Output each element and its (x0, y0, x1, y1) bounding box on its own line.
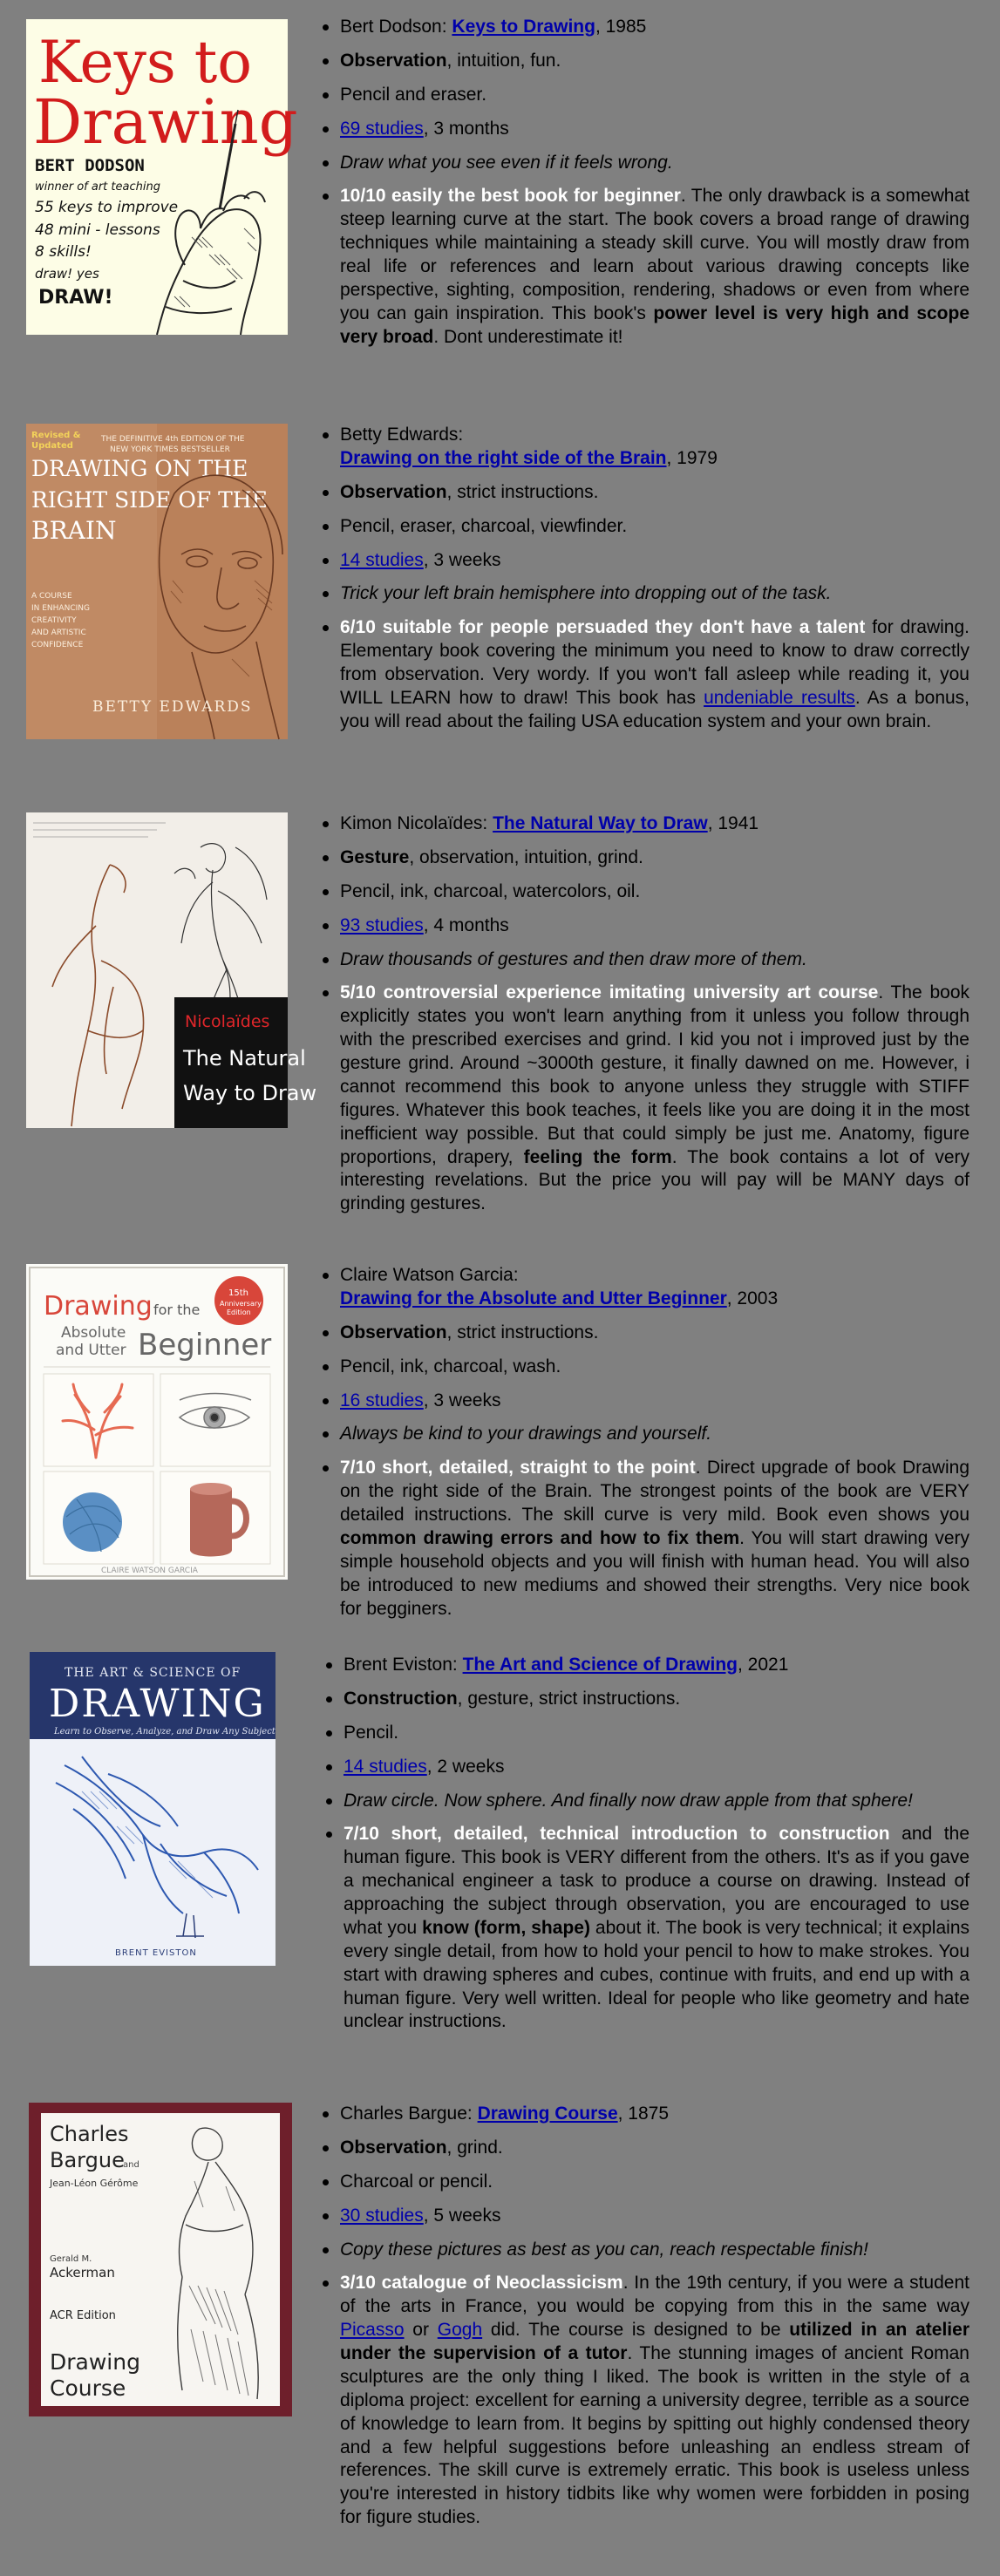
review-emphasis: know (form, shape) (422, 1917, 590, 1938)
focus-rest: , intuition, fun. (446, 50, 561, 71)
svg-text:CONFIDENCE: CONFIDENCE (31, 641, 84, 649)
book-info-keys-to-drawing (321, 16, 969, 360)
main-focus: Construction (344, 1688, 458, 1709)
review-text: . The only drawback is a somewhat steep learning curve at the start. The book covers a broad range of drawing techniques while maintaining a steady skill curve. You will mostly draw from real life or references and learn about various drawing concepts like perspective, sighting, composition, rendering, shadows or even from where you can gain inspiration. This book's (340, 186, 969, 323)
studies-link[interactable]: 30 studies (340, 2205, 424, 2226)
book-quote: Always be kind to your drawings and yourself. (321, 1423, 969, 1446)
svg-text:Course: Course (50, 2375, 126, 2401)
author-name: Charles Bargue: (340, 2104, 478, 2124)
studies-link[interactable]: 69 studies (340, 118, 424, 139)
book-studies (321, 914, 969, 938)
publication-year: , 1941 (707, 813, 759, 833)
svg-text:The Natural: The Natural (183, 1046, 306, 1071)
book-focus (321, 846, 969, 870)
main-focus: Observation (340, 481, 447, 502)
svg-text:BERT DODSON: BERT DODSON (35, 156, 145, 175)
publication-year: , 1979 (666, 447, 718, 468)
review-verdict: 7/10 short, detailed, technical introduction to construction (344, 1824, 890, 1845)
book-review (321, 982, 969, 1216)
book-cover-absolute-beginner (26, 1264, 288, 1580)
book-quote: Trick your left brain hemisphere into dropping out of the task. (321, 582, 969, 606)
book-title-link[interactable]: Drawing for the Absolute and Utter Beginner (340, 1288, 727, 1308)
book-title-link[interactable]: The Art and Science of Drawing (462, 1655, 738, 1675)
author-name: Betty Edwards: (340, 425, 464, 445)
review-text-end: . As a bonus, you will read about the failing USA education system and your own brain. (340, 687, 970, 731)
book-focus (321, 50, 969, 73)
book-tools: Pencil, ink, charcoal, watercolors, oil. (321, 880, 969, 904)
svg-text:Drawing: Drawing (33, 86, 298, 158)
studies-link[interactable]: 16 studies (340, 1390, 424, 1410)
study-duration: , 2 weeks (426, 1756, 505, 1777)
gogh-link[interactable]: Gogh (437, 2320, 483, 2341)
book-studies (321, 2205, 969, 2228)
book-title-link[interactable]: Keys to Drawing (452, 17, 595, 37)
book-author-title (321, 2103, 969, 2126)
svg-text:Gerald M.: Gerald M. (50, 2254, 92, 2264)
book-info-art-and-science-of-drawing (324, 1654, 969, 2044)
study-duration: , 5 weeks (423, 2205, 501, 2226)
book-info-drawing-course (321, 2103, 969, 2540)
svg-text:A COURSE: A COURSE (31, 592, 72, 601)
review-text-end: . The stunning images of ancient Roman sculptures are the only thing I liked. The book is written in the style of a diploma project: excellent for earning a university degree, terrible as a source of knowledge to learn from. It begins by spitting out highly condensed theory and a few helpful suggestions before unleashing an endless stream of references. The skill curve is extremely erratic. This book is useless unless you're interested in history tidbits like why women were forbidden in posing for figure studies. (340, 2343, 969, 2528)
review-verdict: 3/10 catalogue of Neoclassicism (340, 2273, 623, 2294)
svg-text:Charles: Charles (50, 2122, 129, 2146)
svg-text:Nicolaïdes: Nicolaïdes (185, 1012, 270, 1031)
svg-text:Anniversary: Anniversary (220, 1300, 262, 1308)
review-text-mid: or (404, 2320, 438, 2341)
review-emphasis: power level is very high and scope very broad (340, 302, 970, 347)
svg-text:NEW YORK TIMES BESTSELLER: NEW YORK TIMES BESTSELLER (110, 445, 230, 454)
book-quote: Draw thousands of gestures and then draw more of them. (321, 948, 969, 972)
book-studies (321, 1390, 969, 1413)
svg-text:15th: 15th (228, 1288, 248, 1298)
svg-text:Beginner: Beginner (138, 1328, 272, 1363)
book-studies (321, 118, 969, 141)
svg-text:55 keys to improve: 55 keys to improve (35, 199, 179, 216)
book-cover-drawing-course (29, 2103, 292, 2416)
book-author-title (321, 424, 969, 471)
focus-rest: , strict instructions. (446, 481, 599, 502)
review-text: for drawing. Elementary book covering the minimum you need to know to draw correctly from observation. Very wordy. If you won't fall asleep while reading it, you WILL LEARN how to draw! This book has (340, 617, 969, 708)
book-title-link[interactable]: The Natural Way to Draw (493, 813, 708, 833)
study-duration: , 3 weeks (423, 1390, 501, 1410)
review-text-end: . The book contains a lot of very interesting revelations. But the price you will pay will be MANY days of grinding gestures. (340, 1146, 970, 1214)
studies-link[interactable]: 93 studies (340, 914, 424, 935)
review-text-end: . You will start drawing very simple household objects and you will finish with human head. You will also be introduced to new mediums and showed their strengths. Very nice book for begginers. (340, 1527, 969, 1619)
focus-rest: , strict instructions. (446, 1322, 599, 1342)
book-studies (321, 549, 969, 573)
book-focus (321, 2137, 969, 2160)
review-text-end: . Dont underestimate it! (433, 326, 623, 347)
book-info-absolute-beginner (321, 1264, 969, 1631)
book-quote: Draw what you see even if it feels wrong. (321, 152, 969, 175)
book-quote: Draw circle. Now sphere. And finally now draw apple from that sphere! (324, 1790, 969, 1813)
book-author-title (321, 812, 969, 836)
svg-text:8 skills!: 8 skills! (35, 243, 92, 261)
book-title-link[interactable]: Drawing on the right side of the Brain (340, 447, 667, 468)
review-text-end: about it. The book is very technical; it explains every single detail, from how to hold your pencil to how to make strokes. You start with drawing spheres and cubes, continue with fruits, and end up with a human figure. Very well written. Ideal for people who like geometry and hate unclear instructions. (344, 1917, 969, 2032)
svg-text:Keys to: Keys to (38, 29, 252, 96)
book-review (321, 185, 969, 349)
book-cover-natural-way-to-draw (26, 812, 317, 1128)
book-author-title (321, 16, 969, 39)
book-tools: Pencil, eraser, charcoal, viewfinder. (321, 515, 969, 539)
main-focus: Observation (340, 2137, 447, 2158)
publication-year: , 1875 (617, 2104, 670, 2124)
book-tools: Charcoal or pencil. (321, 2171, 969, 2194)
book-review (321, 616, 969, 733)
review-emphasis: common drawing errors and how to fix them (340, 1527, 740, 1548)
undeniable-results-link[interactable]: undeniable results (704, 687, 855, 708)
book-cover-right-side-of-brain (26, 424, 288, 739)
main-focus: Gesture (340, 846, 410, 867)
publication-year: , 2003 (726, 1288, 779, 1308)
svg-text:Revised &: Revised & (31, 431, 81, 440)
svg-text:THE DEFINITIVE 4th EDITION OF: THE DEFINITIVE 4th EDITION OF THE (101, 435, 245, 444)
svg-text:Drawing: Drawing (50, 2349, 140, 2375)
svg-text:for the: for the (153, 1302, 201, 1318)
book-tools: Pencil and eraser. (321, 84, 969, 107)
book-focus (321, 481, 969, 505)
book-focus (324, 1688, 969, 1711)
svg-text:Learn to Observe, Analyze, and: Learn to Observe, Analyze, and Draw Any Subject (54, 1727, 276, 1737)
book-review (321, 2272, 969, 2530)
svg-text:AND ARTISTIC: AND ARTISTIC (31, 629, 86, 637)
svg-text:Drawing: Drawing (44, 1291, 153, 1322)
review-text: . Direct upgrade of book Drawing on the right side of the Brain. The strongest points of the book are VERY detailed instructions. The skill curve is very mild. Book even shows you (340, 1458, 969, 1525)
svg-text:DRAWING: DRAWING (49, 1682, 266, 1726)
book-info-right-side-of-brain (321, 424, 969, 744)
svg-text:ACR Edition: ACR Edition (50, 2309, 116, 2322)
review-emphasis: feeling the form (523, 1146, 672, 1167)
svg-text:BETTY EDWARDS: BETTY EDWARDS (92, 698, 253, 716)
studies-link[interactable]: 14 studies (344, 1756, 427, 1777)
svg-text:Jean-Léon Gérôme: Jean-Léon Gérôme (50, 2178, 139, 2189)
author-name: Bert Dodson: (340, 17, 452, 37)
review-verdict: 10/10 easily the best book for beginner (340, 186, 681, 207)
studies-link[interactable]: 14 studies (340, 549, 424, 570)
svg-text:BRENT EVISTON: BRENT EVISTON (115, 1948, 197, 1958)
study-duration: , 4 months (423, 914, 509, 935)
book-review (321, 1457, 969, 1621)
focus-rest: , grind. (446, 2137, 503, 2158)
focus-rest: , gesture, strict instructions. (457, 1688, 681, 1709)
book-studies (324, 1756, 969, 1779)
book-info-natural-way-to-draw (321, 812, 969, 1227)
svg-text:winner of art teaching: winner of art teaching (35, 180, 160, 194)
svg-text:IN ENHANCING: IN ENHANCING (31, 604, 90, 613)
svg-text:Edition: Edition (227, 1308, 251, 1316)
review-text: . In the 19th century, if you were a student of the arts in France, you would be copying from this in the same way (340, 2273, 969, 2317)
book-author-title (321, 1264, 969, 1311)
study-duration: , 3 months (423, 118, 509, 139)
svg-text:CREATIVITY: CREATIVITY (31, 616, 77, 625)
author-name: Kimon Nicolaïdes: (340, 813, 493, 833)
review-verdict: 6/10 suitable for people persuaded they don't have a talent (340, 617, 866, 638)
svg-text:and Utter: and Utter (56, 1342, 126, 1359)
author-name: Claire Watson Garcia: (340, 1265, 519, 1285)
book-review (324, 1823, 969, 2034)
book-cover-art-and-science-of-drawing (30, 1652, 276, 1966)
review-text: . The book explicitly states you won't learn anything from it unless you follow through with the prescribed exercises and grind. I kid you not i improved just by the gesture grind. Around ~3000th gesture, it finally dawned on me. However, i cannot recommend this book to anyone unless they struggle with STIFF figures. Whatever this book teaches, it feels like you are doing it in the most inefficient way possible. But that could simply be just me. Anatomy, figure proportions, drapery, (340, 982, 969, 1167)
book-author-title (324, 1654, 969, 1677)
main-focus: Observation (340, 50, 447, 71)
svg-text:48 mini - lessons: 48 mini - lessons (35, 221, 160, 239)
svg-text:DRAW!: DRAW! (38, 287, 113, 309)
book-tools: Pencil. (324, 1722, 969, 1745)
book-tools: Pencil, ink, charcoal, wash. (321, 1356, 969, 1379)
svg-text:THE ART & SCIENCE OF: THE ART & SCIENCE OF (65, 1666, 241, 1680)
picasso-link[interactable]: Picasso (340, 2320, 405, 2341)
review-verdict: 5/10 controversial experience imitating university art course (340, 982, 879, 1003)
svg-text:and: and (123, 2160, 139, 2170)
book-focus (321, 1322, 969, 1345)
author-name: Brent Eviston: (344, 1655, 463, 1675)
review-verdict: 7/10 short, detailed, straight to the point (340, 1458, 696, 1478)
book-cover-keys-to-drawing (26, 19, 298, 335)
svg-text:CLAIRE WATSON GARCIA: CLAIRE WATSON GARCIA (101, 1567, 198, 1575)
study-duration: , 3 weeks (423, 549, 501, 570)
book-quote: Copy these pictures as best as you can, reach respectable finish! (321, 2239, 969, 2262)
svg-text:draw! yes: draw! yes (35, 266, 99, 282)
review-emphasis: utilized in an atelier under the supervision of a tutor (340, 2320, 969, 2363)
svg-text:Bargue: Bargue (50, 2148, 125, 2172)
review-text-2: did. The course is designed to be (482, 2320, 790, 2341)
svg-text:Ackerman: Ackerman (50, 2265, 115, 2280)
svg-text:DRAWING ON THE: DRAWING ON THE (31, 456, 248, 481)
svg-text:Updated: Updated (31, 441, 73, 451)
publication-year: , 1985 (595, 17, 647, 37)
svg-text:Absolute: Absolute (61, 1324, 126, 1342)
publication-year: , 2021 (738, 1655, 789, 1675)
svg-text:RIGHT SIDE OF THE: RIGHT SIDE OF THE (31, 487, 268, 513)
book-title-link[interactable]: Drawing Course (477, 2104, 618, 2124)
main-focus: Observation (340, 1322, 447, 1342)
focus-rest: , observation, intuition, grind. (409, 846, 643, 867)
svg-text:BRAIN: BRAIN (31, 516, 117, 545)
svg-text:Way to Draw: Way to Draw (183, 1081, 317, 1105)
review-text: and the human figure. This book is VERY different from the others. It's as if you gave a mechanical engineer a task to produce a course on drawing. Instead of approaching the subject through observation, you are encouraged to use what you (344, 1824, 969, 1938)
